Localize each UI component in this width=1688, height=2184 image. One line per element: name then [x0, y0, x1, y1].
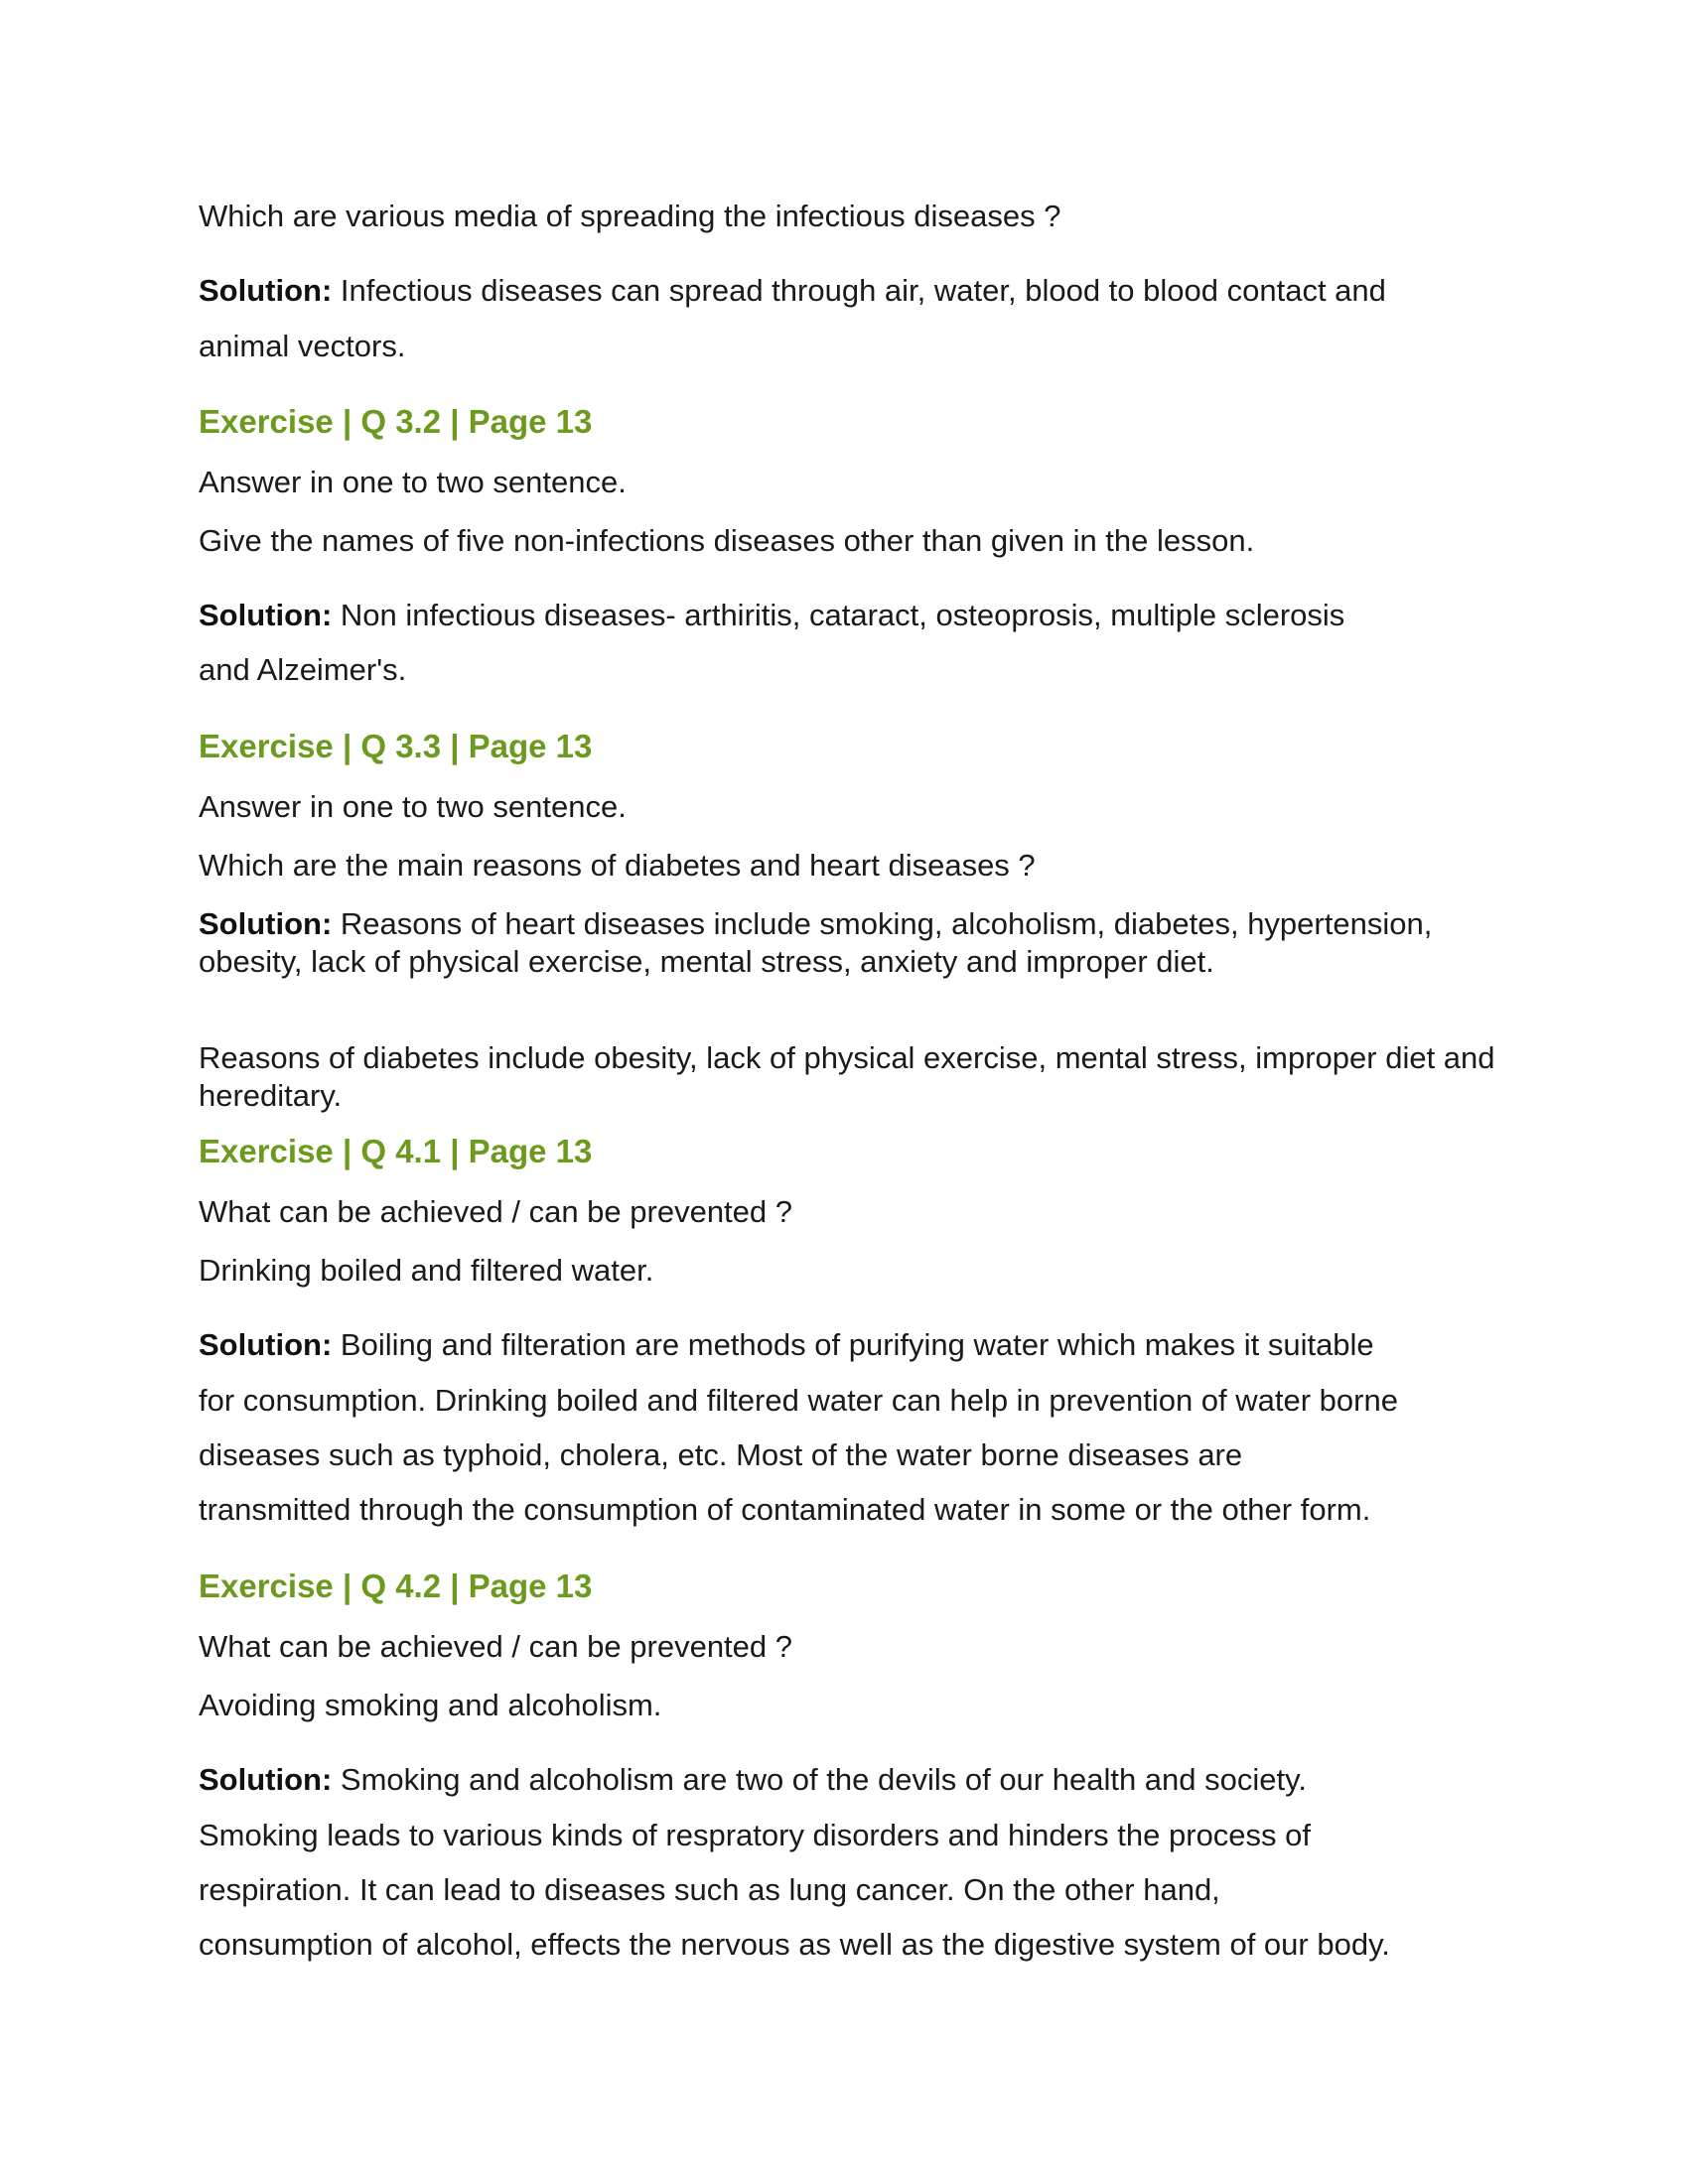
solution-line: [199, 272, 1386, 310]
solution-paragraph: Reasons of diabetes include obesity, lack of physical exercise, mental stress, improper diet and hereditary.: [199, 1040, 1495, 1113]
solution-line: [199, 597, 1344, 634]
solution-text: Non infectious diseases- arthiritis, cataract, osteoprosis, multiple sclerosis: [340, 598, 1345, 632]
solution-label: Solution:: [199, 1327, 333, 1362]
solution-text: consumption of alcohol, effects the nervous as well as the digestive system of our body.: [199, 1927, 1390, 1962]
question-text: Drinking boiled and filtered water.: [199, 1253, 654, 1288]
instruction-text: What can be achieved / can be prevented ?: [199, 1194, 793, 1229]
solution-text: respiration. It can lead to diseases such as lung cancer. On the other hand,: [199, 1872, 1220, 1907]
instruction-text: Answer in one to two sentence.: [199, 465, 627, 499]
solution-text: and Alzeimer's.: [199, 652, 407, 687]
solution-text: diseases such as typhoid, cholera, etc. Most of the water borne diseases are: [199, 1437, 1243, 1472]
exercise-heading: Exercise | Q 3.2 | Page 13: [199, 403, 593, 440]
question-text: Avoiding smoking and alcoholism.: [199, 1688, 662, 1722]
exercise-heading: Exercise | Q 4.2 | Page 13: [199, 1568, 593, 1604]
solution-label: Solution:: [199, 906, 333, 941]
question-text: Which are various media of spreading the infectious diseases ?: [199, 199, 1061, 233]
instruction-text: What can be achieved / can be prevented ?: [199, 1629, 793, 1664]
solution-text: Infectious diseases can spread through air, water, blood to blood contact and: [340, 273, 1386, 308]
solution-label: Solution:: [199, 598, 333, 632]
solution-text: Reasons of heart diseases include smoking, alcoholism, diabetes, hypertension, obesity, lack of physical exercise, mental stress, anxiety and improper diet.: [199, 906, 1433, 979]
question-text: Which are the main reasons of diabetes and heart diseases ?: [199, 848, 1036, 883]
solution-text: Smoking leads to various kinds of respratory disorders and hinders the process of: [199, 1818, 1312, 1852]
instruction-text: Answer in one to two sentence.: [199, 789, 627, 824]
solution-text: Smoking and alcoholism are two of the devils of our health and society.: [340, 1762, 1307, 1797]
solution-label: Solution:: [199, 273, 333, 308]
solution-line: [199, 1761, 1307, 1799]
question-text: Give the names of five non-infections diseases other than given in the lesson.: [199, 523, 1255, 558]
exercise-heading: Exercise | Q 3.3 | Page 13: [199, 728, 593, 764]
solution-text: animal vectors.: [199, 329, 406, 363]
solution-paragraph: [199, 905, 1519, 981]
solution-text: for consumption. Drinking boiled and filtered water can help in prevention of water borne: [199, 1383, 1398, 1418]
solution-label: Solution:: [199, 1762, 333, 1797]
solution-line: [199, 1326, 1374, 1364]
solution-text: Boiling and filteration are methods of purifying water which makes it suitable: [340, 1327, 1374, 1362]
solution-text: transmitted through the consumption of contaminated water in some or the other form.: [199, 1492, 1371, 1527]
exercise-heading: Exercise | Q 4.1 | Page 13: [199, 1133, 593, 1169]
